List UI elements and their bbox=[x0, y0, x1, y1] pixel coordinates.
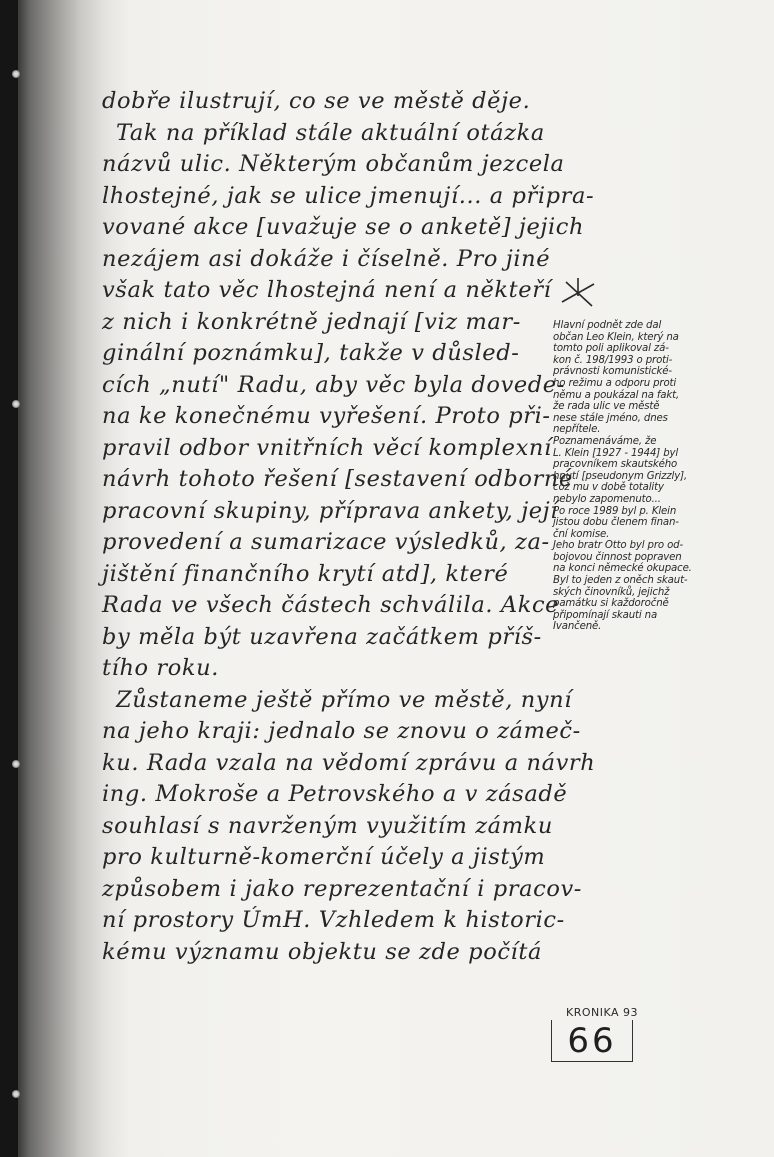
text-line: pro kulturně-komerční účely a jistým bbox=[102, 844, 546, 870]
text-line: ginální poznámku], takže v důsled- bbox=[102, 340, 520, 366]
text-line: tího roku. bbox=[102, 655, 220, 681]
note-line: na konci německé okupace. bbox=[553, 563, 692, 575]
note-line: L. Klein [1927 - 1944] byl bbox=[553, 447, 679, 459]
text-line: souhlasí s navrženým využitím zámku bbox=[102, 812, 553, 839]
text-line: návrh tohoto řešení [sestavení odborné bbox=[102, 466, 573, 492]
binding-hole bbox=[12, 400, 20, 408]
note-line: ční komise. bbox=[553, 528, 610, 540]
text-line: názvů ulic. Některým občanům jezcela bbox=[102, 151, 565, 177]
text-line: cích „nutí" Radu, aby věc byla dovede- bbox=[102, 371, 565, 398]
text-line: dobře ilustrují, co se ve městě děje. bbox=[102, 88, 531, 114]
text-line: z nich i konkrétně jednají [viz mar- bbox=[102, 308, 521, 335]
note-line: němu a poukázal na fakt, bbox=[553, 389, 680, 401]
note-line: ho režimu a odporu proti bbox=[553, 377, 677, 389]
note-line: nebylo zapomenuto... bbox=[553, 493, 661, 505]
note-line: Jeho bratr Otto byl pro od- bbox=[553, 540, 684, 552]
note-line: bojovou činnost popraven bbox=[553, 551, 682, 563]
text-line: nezájem asi dokáže i číselně. Pro jiné bbox=[102, 245, 551, 272]
note-line: ských činovníků, jejichž bbox=[553, 586, 670, 598]
note-line: jistou dobu členem finan- bbox=[553, 517, 679, 529]
note-line: Po roce 1989 byl p. Klein bbox=[553, 505, 677, 517]
marginal-note bbox=[553, 320, 753, 633]
note-line: Ivančeně. bbox=[553, 621, 602, 633]
note-line: památku si každoročně bbox=[553, 598, 669, 610]
note-line: hnutí [pseudonym Grizzly], bbox=[553, 470, 688, 482]
text-line: ní prostory ÚmH. Vzhledem k historic- bbox=[102, 907, 565, 933]
note-line: nepřítele. bbox=[553, 424, 601, 436]
note-line: kon č. 198/1993 o proti- bbox=[553, 354, 673, 366]
text-line: jištění finančního krytí atd], které bbox=[102, 560, 509, 587]
page-number-box bbox=[551, 1020, 633, 1062]
text-line: ing. Mokroše a Petrovského a v zásadě bbox=[102, 781, 568, 807]
page-number: 66 bbox=[567, 1021, 617, 1061]
binding-holes bbox=[12, 0, 24, 1157]
asterisk-mark bbox=[556, 272, 600, 316]
note-line: právnosti komunistické- bbox=[553, 366, 672, 378]
note-line: Poznamenáváme, že bbox=[553, 435, 657, 447]
note-line: což mu v době totality bbox=[553, 482, 664, 494]
note-line: Hlavní podnět zde dal bbox=[553, 320, 662, 331]
text-line: kému významu objektu se zde počítá bbox=[102, 938, 542, 965]
text-line: na jeho kraji: jednalo se znovu o zámeč- bbox=[102, 718, 581, 744]
binding-hole bbox=[12, 1090, 20, 1098]
chronicle-label: KRONIKA 93 bbox=[566, 1006, 639, 1019]
text-line: na ke konečnému vyřešení. Proto při- bbox=[102, 403, 551, 429]
text-line: však tato věc lhostejná není a někteří bbox=[102, 277, 552, 303]
text-line: Tak na příklad stále aktuální otázka bbox=[116, 119, 545, 146]
text-line: lhostejné, jak se ulice jmenují... a připra- bbox=[102, 182, 595, 209]
note-line: tomto poli aplikoval zá- bbox=[553, 343, 669, 355]
note-line: připomínají skauti na bbox=[553, 609, 658, 621]
text-line: Rada ve všech částech schválila. Akce bbox=[102, 592, 560, 618]
note-line: nese stále jméno, dnes bbox=[553, 412, 668, 424]
text-line: Zůstaneme ještě přímo ve městě, nyní bbox=[116, 686, 572, 713]
note-line: občan Leo Klein, který na bbox=[553, 331, 679, 343]
text-line: provedení a sumarizace výsledků, za- bbox=[102, 529, 550, 555]
note-line: pracovníkem skautského bbox=[553, 459, 678, 471]
text-line: způsobem i jako reprezentační i pracov- bbox=[102, 875, 583, 902]
text-line: by měla být uzavřena začátkem příš- bbox=[102, 623, 542, 650]
text-line: ku. Rada vzala na vědomí zprávu a návrh bbox=[102, 749, 596, 776]
binding-hole bbox=[12, 760, 20, 768]
text-line: vované akce [uvažuje se o anketě] jejich bbox=[102, 214, 585, 240]
note-line: Byl to jeden z oněch skaut- bbox=[553, 575, 688, 587]
binding-hole bbox=[12, 70, 20, 78]
note-line: že rada ulic ve městě bbox=[553, 401, 660, 413]
text-line: pravil odbor vnitřních věcí komplexní bbox=[102, 434, 552, 461]
text-line: pracovní skupiny, příprava ankety, její bbox=[102, 497, 559, 524]
